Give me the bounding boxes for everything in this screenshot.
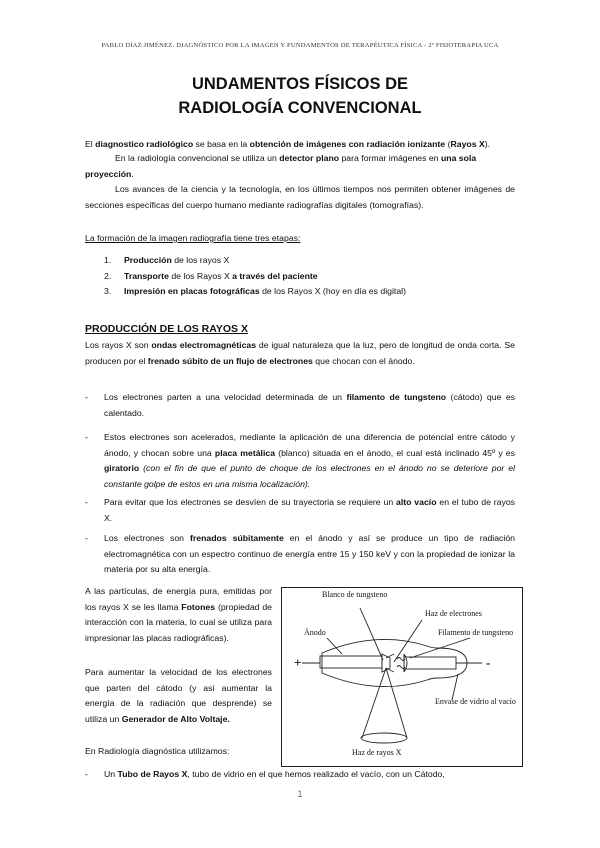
label-filamento: Filamento de tungsteno bbox=[438, 628, 514, 637]
bullet-item: - Los electrones parten a una velocidad determinada de un filamento de tungsteno (cátodo) que es calentado. bbox=[85, 392, 515, 418]
title-line-1: UNDAMENTOS FÍSICOS DE bbox=[191, 75, 409, 93]
xray-tube-diagram bbox=[282, 588, 522, 766]
label-anodo: Ánodo bbox=[304, 628, 326, 637]
running-head: PABLO DÍAZ JIMÉNEZ. DIAGNÓSTICO POR LA IMAGEN Y FUNDAMENTOS DE TERAPÉUTICA FÍSICA - 2º FISIOTERAPIA UCA bbox=[101, 42, 499, 49]
bullet-item: - Los electrones son frenados súbitamente en el ánodo y así se produce un tipo de radiación electromagnética con un espectro continuo de energía entre 15 y 150 keV y con la propiedad de ionizar la materia por su alta energía. bbox=[85, 533, 515, 574]
label-minus: - bbox=[486, 655, 491, 670]
voltage-paragraph: Para aumentar la velocidad de los electrones que parten del cátodo (y así aumentar la energía de la radiación que desprende) se utiliza un Generador de Alto Voltaje. bbox=[85, 667, 272, 724]
bullet-item: - Para evitar que los electrones se desvíen de su trayectoria se requiere un alto vacío en el tubo de rayos X. bbox=[85, 497, 515, 523]
bullet-item: - Estos electrones son acelerados, mediante la aplicación de una diferencia de potencial entre cátodo y ánodo, y chocan sobre una placa metálica (blanco) situada en el ánodo, el cual está inclinado 45º y es giratorio (con el fin de que el punto de choque de los electrones en el ánodo no se deteriore por el constante golpe de estos en una misma localización). bbox=[85, 432, 515, 489]
xray-beam bbox=[362, 668, 407, 738]
section-heading-production: PRODUCCIÓN DE LOS RAYOS X bbox=[85, 323, 248, 335]
production-intro: Los rayos X son ondas electromagnéticas de igual naturaleza que la luz, pero de longitud de onda corta. Se producen por el frenado súbito de un flujo de electrones que chocan con el ánodo. bbox=[85, 340, 515, 366]
label-envase: Envase de vidrio al vacío bbox=[435, 697, 516, 706]
label-haz-rayos: Haz de rayos X bbox=[352, 748, 402, 757]
label-haz-electrones: Haz de electrones bbox=[425, 609, 482, 618]
label-plus: + bbox=[294, 655, 302, 670]
intro-paragraph-1: El diagnostico radiológico se basa en la obtención de imágenes con radiación ionizante (Rayos X). bbox=[85, 139, 491, 149]
intro-paragraph-2: En la radiología convencional se utiliza un detector plano para formar imágenes en una sola proyección. bbox=[85, 153, 477, 179]
utilizamos-line: En Radiología diagnóstica utilizamos: bbox=[85, 746, 230, 756]
list-item: 3. Impresión en placas fotográficas de los Rayos X (hoy en día es digital) bbox=[104, 286, 406, 296]
label-blanco: Blanco de tungsteno bbox=[322, 590, 388, 599]
xray-beam-base bbox=[361, 733, 407, 743]
leader-blanco bbox=[360, 608, 383, 660]
list-item: 1. Producción de los rayos X bbox=[104, 255, 230, 265]
leader-anodo bbox=[327, 638, 342, 654]
stages-heading: La formación de la imagen radiografía tiene tres etapas: bbox=[85, 233, 301, 243]
photons-paragraph: A las partículas, de energía pura, emitidas por los rayos X se les llama Fotones (propiedad de interacción con la materia, lo cual se utiliza para impresionar las placas radiográficas). bbox=[85, 586, 272, 643]
cathode-rod bbox=[404, 657, 456, 669]
bullet-item: - Un Tubo de Rayos X, tubo de vidrio en el que hemos realizado el vacío, con un Cátodo, bbox=[85, 769, 445, 779]
list-item: 2. Transporte de los Rayos X a través del paciente bbox=[104, 270, 318, 281]
stages-list bbox=[104, 253, 524, 300]
intro-paragraph-3: Los avances de la ciencia y la tecnología, en los últimos tiempos nos permiten obtener imágenes de secciones específicas del cuerpo humano mediante radiografías digitales (tomografías). bbox=[85, 184, 515, 210]
anode-rod bbox=[320, 656, 382, 668]
title-line-2: RADIOLOGÍA CONVENCIONAL bbox=[178, 99, 422, 117]
leader-filamento bbox=[410, 638, 470, 658]
page-title bbox=[0, 72, 600, 120]
xray-tube-figure bbox=[281, 587, 523, 767]
page-number: 1 bbox=[297, 789, 303, 799]
